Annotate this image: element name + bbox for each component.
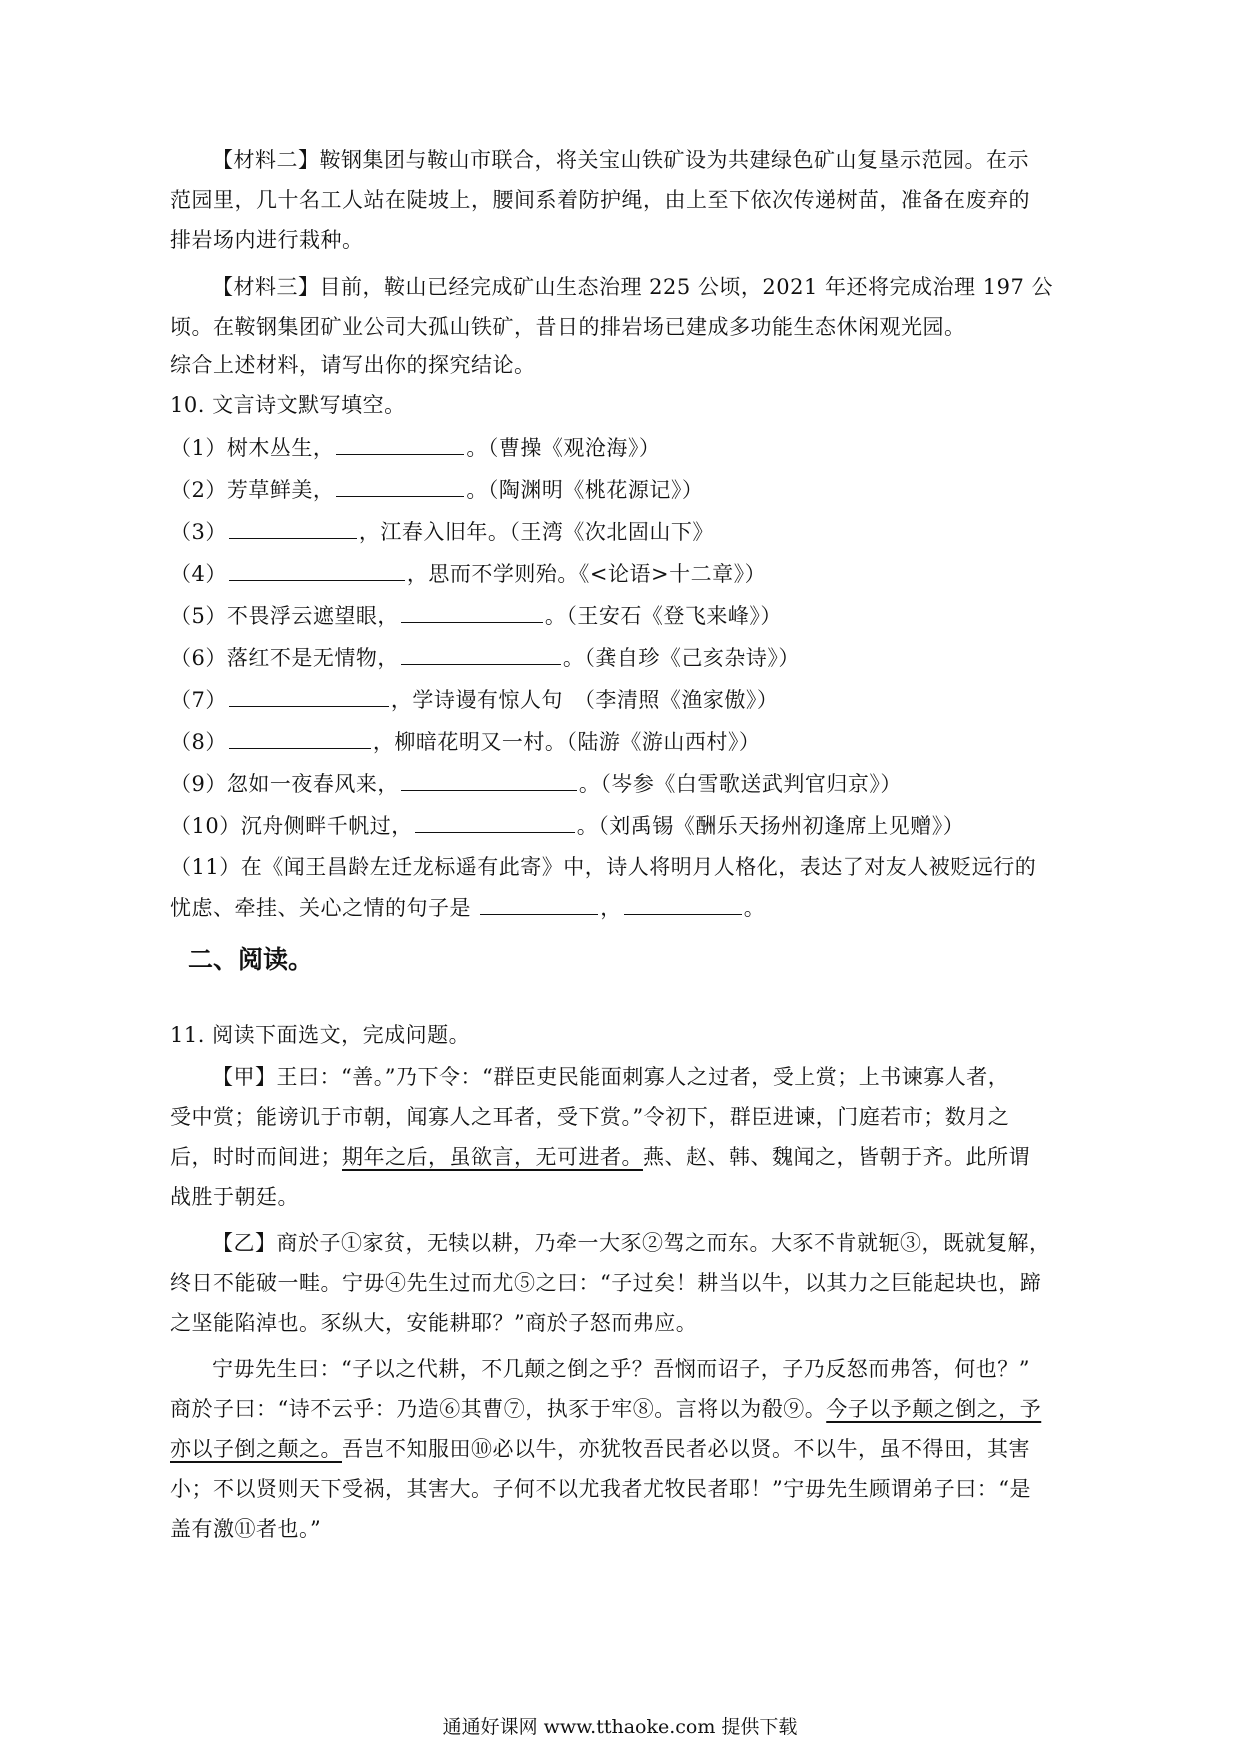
q11-title: 11. 阅读下面选文，完成问题。 [170, 1023, 471, 1047]
answer-blank[interactable] [401, 768, 577, 791]
underlined-sentence: 亦以子倒之颠之。 [170, 1437, 342, 1461]
q10-item-7: （7） ，学诗谩有惊人句 （李清照《渔家傲》） [170, 684, 778, 715]
jia-line-1: 【甲】王曰：“善。”乃下令：“群臣吏民能面刺寡人之过者，受上赏；上书谏寡人者， [212, 1065, 1010, 1089]
yi-line-4: 宁毋先生曰：“子以之代耕，不几颠之倒之乎？吾悯而诏子，子乃反怒而弗答，何也？” [212, 1357, 1030, 1381]
yi-line-2: 终日不能破一畦。宁毋④先生过而尤⑤之曰：“子过矣！耕当以牛，以其力之巨能起块也，蹄 [170, 1271, 1042, 1295]
yi-line-1: 【乙】商於子①家贫，无犊以耕，乃牵一大豕②驾之而东。大豕不肯就轭③，既就复解， [212, 1231, 1051, 1255]
answer-blank[interactable] [401, 600, 543, 623]
page-footer: 通通好课网 www.tthaoke.com 提供下载 [442, 1716, 798, 1738]
yi-line-8: 盖有激⑪者也。” [170, 1517, 322, 1541]
answer-blank[interactable] [415, 810, 575, 833]
q10-item-10: （10）沉舟侧畔千帆过， 。（刘禹锡《酬乐天扬州初逢席上见赠》） [170, 810, 964, 841]
yi-line-6: 亦以子倒之颠之。吾岂不知服田⑩必以牛，亦犹牧吾民者必以贤。不以牛，虽不得田，其害 [170, 1437, 1030, 1461]
q10-item-2: （2）芳草鲜美， 。（陶渊明《桃花源记》） [170, 474, 703, 505]
answer-blank[interactable] [336, 432, 464, 455]
q10-item-8: （8） ，柳暗花明又一村。（陆游《游山西村》） [170, 726, 760, 757]
q10-item-3: （3） ，江春入旧年。（王湾《次北固山下》 [170, 516, 714, 547]
jia-line-3: 后，时时而间进；期年之后，虽欲言，无可进者。燕、赵、韩、魏闻之，皆朝于齐。此所谓 [170, 1145, 1030, 1169]
material2-line-1: 【材料二】鞍钢集团与鞍山市联合，将关宝山铁矿设为共建绿色矿山复垦示范园。在示 [212, 148, 1029, 172]
q10-title: 10. 文言诗文默写填空。 [170, 393, 406, 417]
underlined-sentence: 期年之后，虽欲言，无可进者。 [342, 1145, 643, 1169]
answer-blank[interactable] [480, 892, 598, 915]
jia-line-2: 受中赏；能谤讥于市朝，闻寡人之耳者，受下赏。”令初下，群臣进谏，门庭若市；数月之 [170, 1105, 1010, 1129]
yi-line-3: 之坚能陷淖也。豕纵大，安能耕耶？”商於子怒而弗应。 [170, 1311, 698, 1335]
q10-item-11-line-1: （11）在《闻王昌龄左迁龙标遥有此寄》中，诗人将明月人格化，表达了对友人被贬远行的 [170, 855, 1037, 879]
q10-item-11-line-2: 忧虑、牵挂、关心之情的句子是 ， 。 [170, 892, 765, 923]
underlined-sentence: 今子以予颠之倒之，予 [826, 1397, 1042, 1421]
q10-item-4: （4） ，思而不学则殆。《<论语>十二章》） [170, 558, 766, 589]
jia-line-4: 战胜于朝廷。 [170, 1185, 299, 1209]
material3-line-2: 顷。在鞍钢集团矿业公司大孤山铁矿，昔日的排岩场已建成多功能生态休闲观光园。 [170, 315, 966, 339]
answer-blank[interactable] [336, 474, 464, 497]
q10-item-1: （1）树木丛生， 。（曹操《观沧海》） [170, 432, 660, 463]
material3-line-1: 【材料三】目前，鞍山已经完成矿山生态治理 225 公顷，2021 年还将完成治理 197 公 [212, 275, 1053, 299]
summary-prompt: 综合上述材料，请写出你的探究结论。 [170, 353, 536, 377]
answer-blank[interactable] [229, 516, 357, 539]
yi-line-5: 商於子曰：“诗不云乎：乃造⑥其曹⑦，执豕于牢⑧。言将以为殽⑨。今子以予颠之倒之，予 [170, 1397, 1042, 1421]
yi-line-7: 小；不以贤则天下受祸，其害大。子何不以尤我者尤牧民者耶！”宁毋先生顾谓弟子曰：“是 [170, 1477, 1031, 1501]
q10-item-9: （9）忽如一夜春风来， 。（岑参《白雪歌送武判官归京》） [170, 768, 902, 799]
answer-blank[interactable] [229, 558, 405, 581]
q10-item-6: （6）落红不是无情物， 。（龚自珍《己亥杂诗》） [170, 642, 800, 673]
answer-blank[interactable] [401, 642, 561, 665]
answer-blank[interactable] [624, 892, 742, 915]
q10-item-5: （5）不畏浮云遮望眼， 。（王安石《登飞来峰》） [170, 600, 782, 631]
answer-blank[interactable] [229, 684, 389, 707]
section-heading: 二、阅读。 [188, 945, 314, 974]
material2-line-3: 排岩场内进行栽种。 [170, 228, 364, 252]
material2-line-2: 范园里，几十名工人站在陡坡上，腰间系着防护绳，由上至下依次传递树苗，准备在废弃的 [170, 188, 1030, 212]
answer-blank[interactable] [229, 726, 371, 749]
